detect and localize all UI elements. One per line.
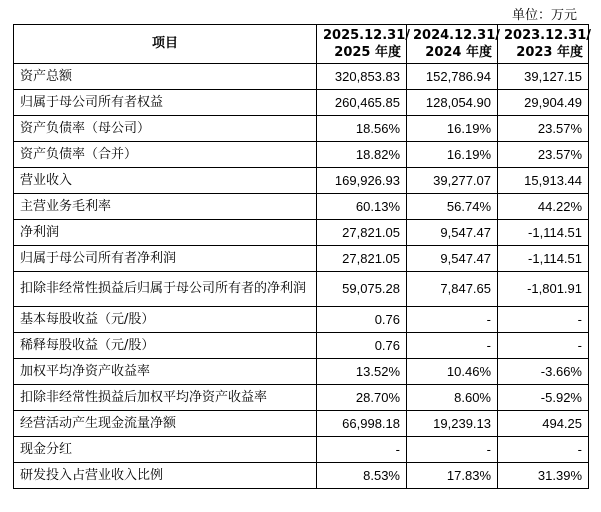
row-value: -3.66% (498, 359, 589, 385)
row-value: 56.74% (407, 194, 498, 220)
financial-table (13, 24, 589, 489)
row-value: 9,547.47 (407, 220, 498, 246)
row-value: - (498, 437, 589, 463)
row-value: 15,913.44 (498, 168, 589, 194)
table-row (14, 307, 589, 333)
row-value: 169,926.93 (317, 168, 407, 194)
table-row (14, 220, 589, 246)
unit-label: 单位：万元 (511, 8, 577, 23)
row-value: 13.52% (317, 359, 407, 385)
row-label: 营业收入 (14, 168, 317, 194)
header-2024-date: 2024.12.31/ (413, 28, 500, 43)
table-row (14, 142, 589, 168)
row-value: 18.82% (317, 142, 407, 168)
row-label: 现金分红 (14, 437, 317, 463)
row-label: 归属于母公司所有者净利润 (14, 246, 317, 272)
row-value: 29,904.49 (498, 90, 589, 116)
row-value: - (498, 307, 589, 333)
row-value: 31.39% (498, 463, 589, 489)
table-row (14, 246, 589, 272)
row-value: -1,114.51 (498, 220, 589, 246)
row-label: 经营活动产生现金流量净额 (14, 411, 317, 437)
row-value: 66,998.18 (317, 411, 407, 437)
table-row (14, 385, 589, 411)
row-value: 0.76 (317, 307, 407, 333)
row-value: - (317, 437, 407, 463)
row-value: 8.60% (407, 385, 498, 411)
row-value: 8.53% (317, 463, 407, 489)
row-label: 扣除非经常性损益后加权平均净资产收益率 (14, 385, 317, 411)
table-row (14, 359, 589, 385)
row-value: 59,075.28 (317, 272, 407, 307)
row-value: 128,054.90 (407, 90, 498, 116)
row-label: 稀释每股收益（元/股） (14, 333, 317, 359)
table-row (14, 116, 589, 142)
row-label: 扣除非经常性损益后归属于母公司所有者的净利润 (14, 272, 317, 307)
row-value: 44.22% (498, 194, 589, 220)
header-2025 (317, 25, 410, 64)
row-label: 归属于母公司所有者权益 (14, 90, 317, 116)
row-value: 16.19% (407, 116, 498, 142)
row-label: 资产总额 (14, 64, 317, 90)
row-value: 7,847.65 (407, 272, 498, 307)
row-label: 净利润 (14, 220, 317, 246)
header-2023 (498, 25, 589, 64)
row-label: 资产负债率（母公司） (14, 116, 317, 142)
table-row (14, 272, 589, 307)
row-value: 39,277.07 (407, 168, 498, 194)
row-label: 资产负债率（合并） (14, 142, 317, 168)
row-value: - (407, 307, 498, 333)
table-row (14, 333, 589, 359)
header-2024 (407, 25, 498, 64)
table-row (14, 64, 589, 90)
header-item: 项目 (14, 25, 317, 64)
row-value: 18.56% (317, 116, 407, 142)
row-value: 23.57% (498, 116, 589, 142)
row-value: 10.46% (407, 359, 498, 385)
row-value: - (407, 333, 498, 359)
table-row (14, 194, 589, 220)
table-row (14, 437, 589, 463)
row-value: - (498, 333, 589, 359)
row-value: 19,239.13 (407, 411, 498, 437)
row-value: 320,853.83 (317, 64, 407, 90)
row-value: -1,114.51 (498, 246, 589, 272)
table-row (14, 411, 589, 437)
row-value: 27,821.05 (317, 220, 407, 246)
header-2023-date: 2023.12.31/ (504, 28, 591, 43)
table-row (14, 168, 589, 194)
row-label: 主营业务毛利率 (14, 194, 317, 220)
row-value: 27,821.05 (317, 246, 407, 272)
row-value: 23.57% (498, 142, 589, 168)
header-2024-year: 2024 年度 (425, 45, 492, 60)
table-row (14, 90, 589, 116)
row-value: -5.92% (498, 385, 589, 411)
header-2025-date: 2025.12.31/ (323, 28, 410, 43)
header-2025-year: 2025 年度 (334, 45, 401, 60)
table-body (14, 64, 589, 489)
table-row (14, 463, 589, 489)
row-value: -1,801.91 (498, 272, 589, 307)
row-value: 60.13% (317, 194, 407, 220)
row-value: 39,127.15 (498, 64, 589, 90)
row-value: 260,465.85 (317, 90, 407, 116)
row-value: 17.83% (407, 463, 498, 489)
header-2023-year: 2023 年度 (516, 45, 583, 60)
row-value: 152,786.94 (407, 64, 498, 90)
row-value: 28.70% (317, 385, 407, 411)
row-value: 16.19% (407, 142, 498, 168)
table-header-row (14, 25, 589, 64)
row-label: 基本每股收益（元/股） (14, 307, 317, 333)
row-value: 0.76 (317, 333, 407, 359)
row-value: - (407, 437, 498, 463)
row-label: 研发投入占营业收入比例 (14, 463, 317, 489)
row-label: 加权平均净资产收益率 (14, 359, 317, 385)
row-value: 494.25 (498, 411, 589, 437)
row-value: 9,547.47 (407, 246, 498, 272)
